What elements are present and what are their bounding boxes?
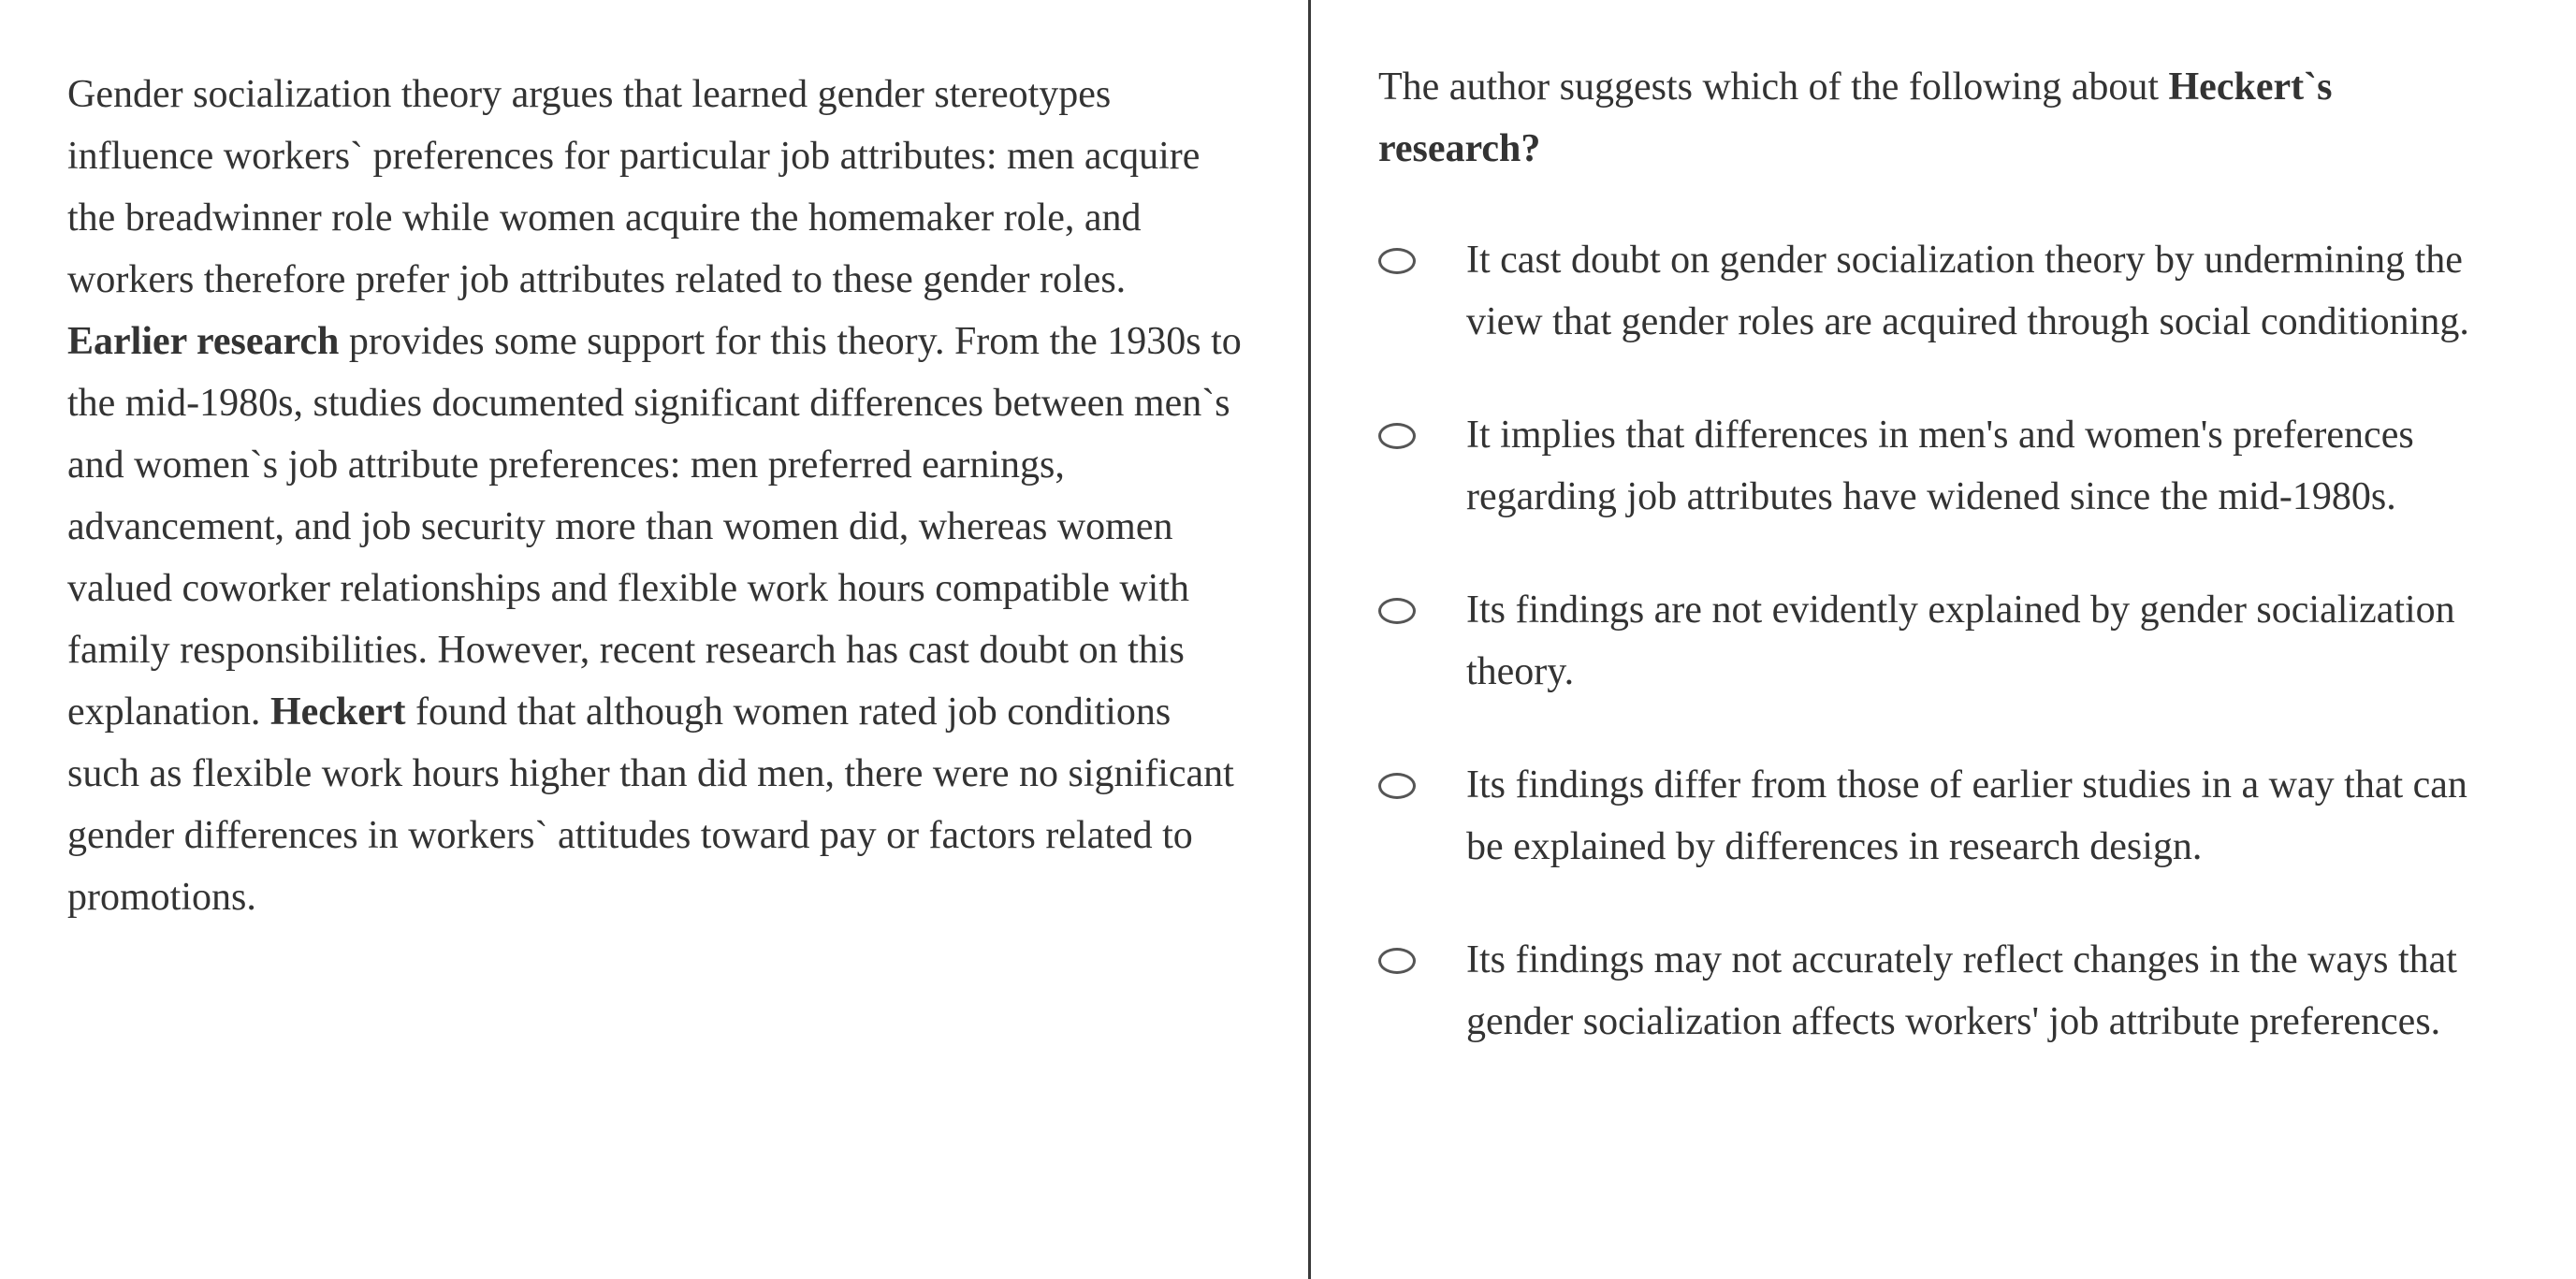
passage-segment: Gender socialization theory argues that learned gender stereotypes influence workers` preferences for particular job attributes: men acquire the breadwinner role while women acquire the homemaker role, and workers therefore prefer job attributes related to these gender roles. <box>67 73 1201 301</box>
answer-choices <box>1378 229 2539 1053</box>
question-prefix: The author suggests which of the following about <box>1378 65 2169 109</box>
question-pane <box>1311 0 2576 1279</box>
radio-button-icon[interactable] <box>1378 773 1416 799</box>
passage-segment: found that although women rated job conditions such as flexible work hours higher than did men, there were no significant gender differences in workers` attitudes toward pay or factors related to promotions. <box>67 690 1234 919</box>
answer-choice-label: Its findings differ from those of earlier studies in a way that can be explained by differences in research design. <box>1466 763 2467 868</box>
answer-choice-5[interactable] <box>1378 929 2486 1053</box>
radio-button-icon[interactable] <box>1378 423 1416 449</box>
radio-button-icon[interactable] <box>1378 598 1416 624</box>
answer-choice-label: Its findings are not evidently explained by gender socialization theory. <box>1466 589 2455 693</box>
passage-segment: provides some support for this theory. From the 1930s to the mid-1980s, studies documented significant differences between men`s and women`s job attribute preferences: men preferred earnings, advancement, and job security more than women did, whereas women valued coworker relationships and flexible work hours compatible with family responsibilities. However, recent research has cast doubt on this explanation. <box>67 320 1242 734</box>
answer-choice-3[interactable] <box>1378 579 2486 703</box>
answer-choice-1[interactable] <box>1378 229 2486 353</box>
passage-highlight-earlier-research: Earlier research <box>67 320 340 363</box>
passage-text <box>67 64 1246 928</box>
answer-choice-label: It implies that differences in men's and women's preferences regarding job attributes have widened since the mid-1980s. <box>1466 414 2414 518</box>
answer-choice-label: It cast doubt on gender socialization theory by undermining the view that gender roles are acquired through social conditioning. <box>1466 239 2469 343</box>
question-stem <box>1378 56 2482 180</box>
question-highlight: Heckert`s research? <box>1378 65 2333 170</box>
radio-button-icon[interactable] <box>1378 948 1416 974</box>
answer-choice-4[interactable] <box>1378 754 2486 878</box>
answer-choice-label: Its findings may not accurately reflect changes in the ways that gender socialization affects workers' job attribute preferences. <box>1466 938 2457 1043</box>
answer-choice-2[interactable] <box>1378 404 2486 528</box>
passage-highlight-heckert: Heckert <box>269 690 406 734</box>
radio-button-icon[interactable] <box>1378 248 1416 274</box>
